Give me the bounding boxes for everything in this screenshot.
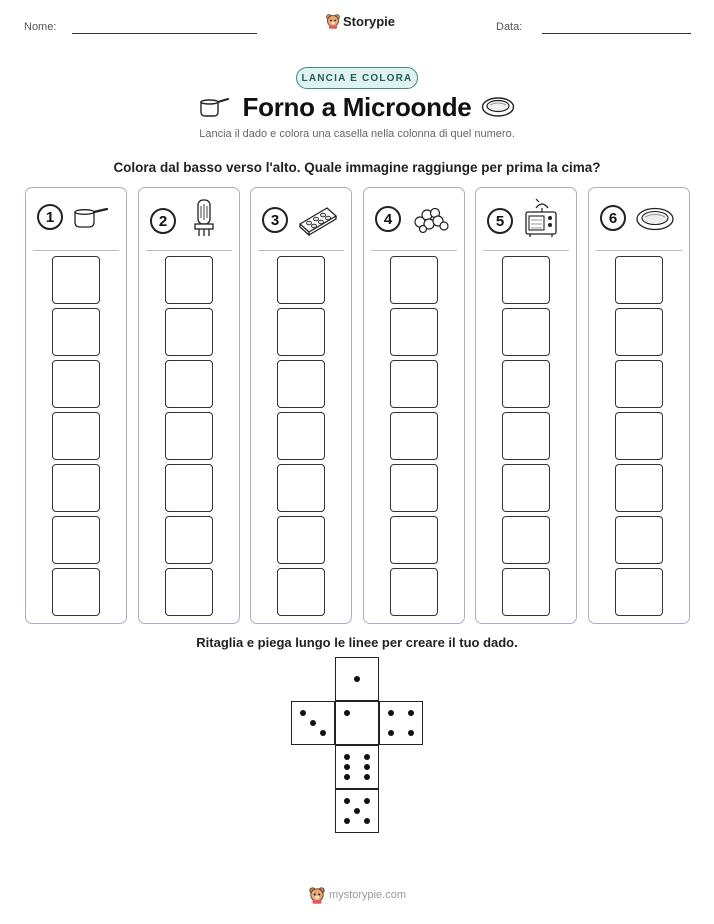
color-box[interactable] [615, 256, 663, 304]
column-divider [146, 250, 232, 251]
color-box[interactable] [615, 568, 663, 616]
die-face-3 [291, 701, 335, 745]
instruction: Colora dal basso verso l'alto. Quale immagine raggiunge per prima la cima? [113, 160, 601, 175]
column-5 [475, 187, 577, 624]
die-pip [354, 676, 360, 682]
brand-name: Storypie [343, 13, 396, 29]
color-box[interactable] [390, 360, 438, 408]
color-box[interactable] [52, 360, 100, 408]
die-pip [344, 774, 350, 780]
die-pip [388, 730, 394, 736]
die-pip [388, 710, 394, 716]
color-box[interactable] [615, 516, 663, 564]
date-label: Data: [496, 21, 523, 33]
color-box[interactable] [277, 360, 325, 408]
color-box[interactable] [165, 360, 213, 408]
die-face-4 [379, 701, 423, 745]
color-box[interactable] [165, 464, 213, 512]
microwave-oven-icon [522, 198, 560, 238]
color-box[interactable] [390, 464, 438, 512]
column-number: 1 [37, 204, 63, 230]
column-divider [371, 250, 457, 251]
activity-badge: LANCIA E COLORA [296, 67, 418, 89]
color-box[interactable] [277, 516, 325, 564]
color-box[interactable] [390, 568, 438, 616]
die-pip [344, 754, 350, 760]
color-box[interactable] [277, 308, 325, 356]
date-line [542, 33, 691, 34]
bear-mascot-icon [326, 13, 340, 29]
die-pip [364, 798, 370, 804]
page-title: Forno a Microonde [242, 92, 472, 122]
die-pip [300, 710, 306, 716]
column-3 [250, 187, 352, 624]
ice-cube-tray-icon [297, 204, 339, 236]
column-number: 6 [600, 205, 626, 231]
color-box[interactable] [52, 308, 100, 356]
die-pip [344, 764, 350, 770]
column-number: 2 [150, 208, 176, 234]
die-face-1 [335, 657, 379, 701]
dish-icon [481, 95, 515, 119]
die-face-1-center [335, 701, 379, 745]
column-4 [363, 187, 465, 624]
die-pip [364, 818, 370, 824]
column-number: 4 [375, 206, 401, 232]
popcorn-icon [410, 204, 450, 234]
footer [309, 886, 406, 904]
die-pip [310, 720, 316, 726]
color-box[interactable] [390, 412, 438, 460]
color-box[interactable] [502, 516, 550, 564]
color-box[interactable] [502, 308, 550, 356]
die-pip [344, 798, 350, 804]
bear-mascot-icon [309, 886, 325, 904]
column-number: 3 [262, 207, 288, 233]
color-box[interactable] [52, 412, 100, 460]
color-box[interactable] [502, 568, 550, 616]
column-2 [138, 187, 240, 624]
color-box[interactable] [502, 360, 550, 408]
color-box[interactable] [502, 412, 550, 460]
die-instruction: Ritaglia e piega lungo le linee per creare il tuo dado. [196, 635, 518, 650]
die-face-5 [335, 789, 379, 833]
color-box[interactable] [615, 360, 663, 408]
color-box[interactable] [165, 308, 213, 356]
color-box[interactable] [52, 256, 100, 304]
color-box[interactable] [502, 256, 550, 304]
color-box[interactable] [277, 464, 325, 512]
column-divider [258, 250, 344, 251]
die-pip [344, 818, 350, 824]
color-box[interactable] [277, 568, 325, 616]
color-box[interactable] [165, 256, 213, 304]
brand-logo [326, 13, 395, 29]
color-box[interactable] [390, 256, 438, 304]
color-box[interactable] [165, 568, 213, 616]
subtitle: Lancia il dado e colora una casella nella colonna di quel numero. [199, 128, 515, 140]
color-box[interactable] [277, 256, 325, 304]
die-pip [364, 754, 370, 760]
die-pip [354, 808, 360, 814]
color-box[interactable] [52, 464, 100, 512]
dish-icon [635, 204, 675, 232]
saucepan-icon [72, 204, 110, 230]
color-box[interactable] [390, 516, 438, 564]
column-divider [596, 250, 682, 251]
color-box[interactable] [615, 464, 663, 512]
die-pip [344, 710, 350, 716]
die-pip [320, 730, 326, 736]
die-face-6 [335, 745, 379, 789]
magnetron-tube-icon [185, 198, 223, 238]
column-divider [33, 250, 119, 251]
die-pip [408, 710, 414, 716]
column-6 [588, 187, 690, 624]
color-box[interactable] [52, 568, 100, 616]
color-box[interactable] [277, 412, 325, 460]
color-box[interactable] [615, 308, 663, 356]
name-line [72, 33, 257, 34]
color-box[interactable] [615, 412, 663, 460]
die-pip [364, 764, 370, 770]
column-divider [483, 250, 569, 251]
die-pip [408, 730, 414, 736]
footer-url[interactable]: mystorypie.com [329, 889, 407, 901]
color-box[interactable] [390, 308, 438, 356]
color-box[interactable] [165, 412, 213, 460]
color-box[interactable] [165, 516, 213, 564]
die-pip [364, 774, 370, 780]
name-label: Nome: [24, 21, 57, 33]
column-1 [25, 187, 127, 624]
color-box[interactable] [52, 516, 100, 564]
column-number: 5 [487, 208, 513, 234]
color-box[interactable] [502, 464, 550, 512]
